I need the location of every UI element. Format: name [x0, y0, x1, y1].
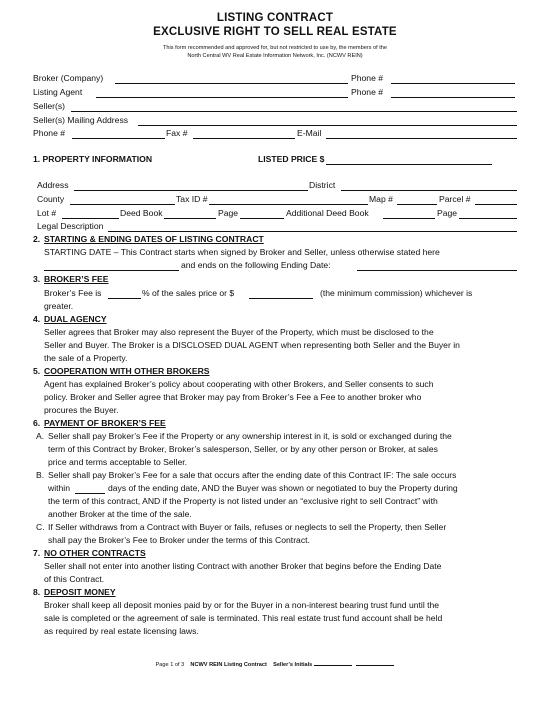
- seller-phone-label: Phone #: [33, 128, 66, 138]
- item-a-line: price and terms acceptable to Seller.: [48, 457, 188, 467]
- section2-number: 2.: [33, 234, 41, 244]
- section4-line: Seller and Buyer. The Broker is a DISCLOSED DUAL AGENT when representing both Seller and the Buyer in: [44, 340, 460, 350]
- parcel-field[interactable]: [475, 204, 517, 205]
- section5-line: policy. Broker and Seller agree that Broker may pay from Broker’s Fee a Fee to another broker who: [44, 392, 422, 402]
- section6-heading: PAYMENT OF BROKER’S FEE: [44, 418, 166, 428]
- additional-deedbook-field[interactable]: [383, 218, 435, 219]
- item-c-line: shall pay the Broker’s Fee to Broker under the terms of this Contract.: [48, 535, 310, 545]
- section8-number: 8.: [33, 587, 41, 597]
- address-field[interactable]: [74, 190, 308, 191]
- listed-price-field[interactable]: [326, 164, 492, 165]
- email-field[interactable]: [326, 138, 517, 139]
- map-label: Map #: [369, 194, 393, 204]
- item-b-within: within: [48, 483, 70, 493]
- fee-text-a: Broker’s Fee is: [44, 288, 102, 298]
- item-b-line: the term of this contract, AND if the Property is not listed under an “exclusive right to sell Contract” with: [48, 496, 438, 506]
- section2-line2: and ends on the following Ending Date:: [181, 260, 331, 270]
- item-c-line: If Seller withdraws from a Contract with Buyer or fails, refuses or neglects to sell the Property, then Seller: [48, 522, 447, 532]
- map-field[interactable]: [397, 204, 437, 205]
- form-note-line1: This form recommended and approved for, but not restricted to use by, the members of the: [162, 45, 388, 51]
- broker-phone-label: Phone #: [351, 73, 384, 83]
- page-field[interactable]: [240, 218, 284, 219]
- broker-phone-field[interactable]: [391, 83, 515, 84]
- footer-initials-label: Seller’s Initials: [273, 662, 313, 668]
- deedbook-label: Deed Book: [120, 208, 163, 218]
- page-label: Page: [218, 208, 239, 218]
- agent-label: Listing Agent: [33, 87, 83, 97]
- fee-minimum-field[interactable]: [249, 298, 313, 299]
- section1-heading: 1. PROPERTY INFORMATION: [33, 154, 153, 164]
- section6-number: 6.: [33, 418, 41, 428]
- starting-date-field[interactable]: [44, 270, 179, 271]
- deedbook-field[interactable]: [164, 218, 216, 219]
- mailing-label: Seller(s) Mailing Address: [33, 115, 129, 125]
- fee-text-c: (the minimum commission) whichever is: [320, 288, 473, 298]
- county-label: County: [37, 194, 65, 204]
- fax-label: Fax #: [166, 128, 188, 138]
- sellers-field[interactable]: [71, 111, 517, 112]
- section3-heading: BROKER’S FEE: [44, 274, 109, 284]
- page2-field[interactable]: [459, 218, 517, 219]
- parcel-label: Parcel #: [439, 194, 471, 204]
- item-b-line: days of the ending date, AND the Buyer was shown or negotiated to buy the Property during: [108, 483, 458, 493]
- initials-field-1[interactable]: [314, 657, 352, 666]
- footer-page: Page 1 of 3: [155, 662, 185, 668]
- section4-heading: DUAL AGENCY: [44, 314, 107, 324]
- legal-description-label: Legal Description: [37, 221, 104, 231]
- section2-heading: STARTING & ENDING DATES OF LISTING CONTRACT: [44, 234, 264, 244]
- sellers-label: Seller(s): [33, 101, 65, 111]
- section5-line: procures the Buyer.: [44, 405, 119, 415]
- taxid-field[interactable]: [209, 204, 368, 205]
- seller-phone-field[interactable]: [72, 138, 165, 139]
- item-a-line: term of this Contract by Broker, Broker’s salesperson, Seller, or by any other person or Broker, at sales: [48, 444, 438, 454]
- agent-phone-field[interactable]: [391, 97, 515, 98]
- item-c-label: C.: [36, 522, 45, 532]
- fax-field[interactable]: [193, 138, 295, 139]
- additional-deedbook-label: Additional Deed Book: [286, 208, 369, 218]
- item-b-label: B.: [36, 470, 45, 480]
- days-field[interactable]: [75, 493, 105, 494]
- page2-label: Page: [437, 208, 458, 218]
- county-field[interactable]: [70, 204, 175, 205]
- item-a-label: A.: [36, 431, 45, 441]
- lot-label: Lot #: [37, 208, 57, 218]
- section4-number: 4.: [33, 314, 41, 324]
- document-title: LISTING CONTRACT: [216, 12, 334, 24]
- listed-price-label: LISTED PRICE $: [258, 154, 325, 164]
- section7-heading: NO OTHER CONTRACTS: [44, 548, 146, 558]
- agent-phone-label: Phone #: [351, 87, 384, 97]
- section4-line: the sale of a Property.: [44, 353, 128, 363]
- section7-line: Seller shall not enter into another listing Contract with another Broker that begins before the Ending Date: [44, 561, 442, 571]
- item-a-line: Seller shall pay Broker’s Fee if the Property or any ownership interest in it, is sold or exchanged during the: [48, 431, 452, 441]
- ending-date-field[interactable]: [357, 270, 517, 271]
- item-b-line: another Broker at the time of the sale.: [48, 509, 192, 519]
- section4-line: Seller agrees that Broker may also represent the Buyer of the Property, which must be disclosed to the: [44, 327, 434, 337]
- section7-number: 7.: [33, 548, 41, 558]
- agent-field[interactable]: [96, 97, 348, 98]
- document-subtitle: EXCLUSIVE RIGHT TO SELL REAL ESTATE: [153, 26, 397, 38]
- section3-number: 3.: [33, 274, 41, 284]
- legal-description-field[interactable]: [108, 231, 517, 232]
- initials-field-2[interactable]: [356, 657, 394, 666]
- section2-line1: STARTING DATE – This Contract starts when signed by Broker and Seller, unless otherwise stated here: [44, 247, 440, 257]
- district-label: District: [309, 180, 336, 190]
- address-label: Address: [37, 180, 69, 190]
- section8-line: as required by real estate licensing laws.: [44, 626, 199, 636]
- email-label: E-Mail: [297, 128, 322, 138]
- taxid-label: Tax ID #: [176, 194, 208, 204]
- section8-heading: DEPOSIT MONEY: [44, 587, 116, 597]
- section5-line: Agent has explained Broker’s policy about cooperating with other Brokers, and Seller consents to such: [44, 379, 434, 389]
- section8-line: sale is completed or the agreement of sale is terminated. This real estate trust fund account shall be held: [44, 613, 443, 623]
- section8-line: Broker shall keep all deposit monies paid by or for the Buyer in a non-interest bearing trust fund until the: [44, 600, 440, 610]
- district-field[interactable]: [341, 190, 517, 191]
- fee-text-b: % of the sales price or $: [142, 288, 235, 298]
- fee-text-d: greater.: [44, 301, 74, 311]
- section7-line: of this Contract.: [44, 574, 105, 584]
- page-footer: [0, 657, 550, 668]
- broker-label: Broker (Company): [33, 73, 104, 83]
- fee-percent-field[interactable]: [108, 298, 141, 299]
- item-b-line: Seller shall pay Broker’s Fee for a sale that occurs after the ending date of this Contract IF: The sale occurs: [48, 470, 457, 480]
- form-note-line2: North Central WV Real Estate Information Network, Inc. (NCWV REIN): [187, 53, 363, 59]
- footer-form-name: NCWV REIN Listing Contract: [190, 662, 267, 668]
- lot-field[interactable]: [62, 218, 119, 219]
- mailing-field[interactable]: [138, 125, 517, 126]
- section5-heading: COOPERATION WITH OTHER BROKERS: [44, 366, 210, 376]
- section5-number: 5.: [33, 366, 41, 376]
- broker-field[interactable]: [115, 83, 348, 84]
